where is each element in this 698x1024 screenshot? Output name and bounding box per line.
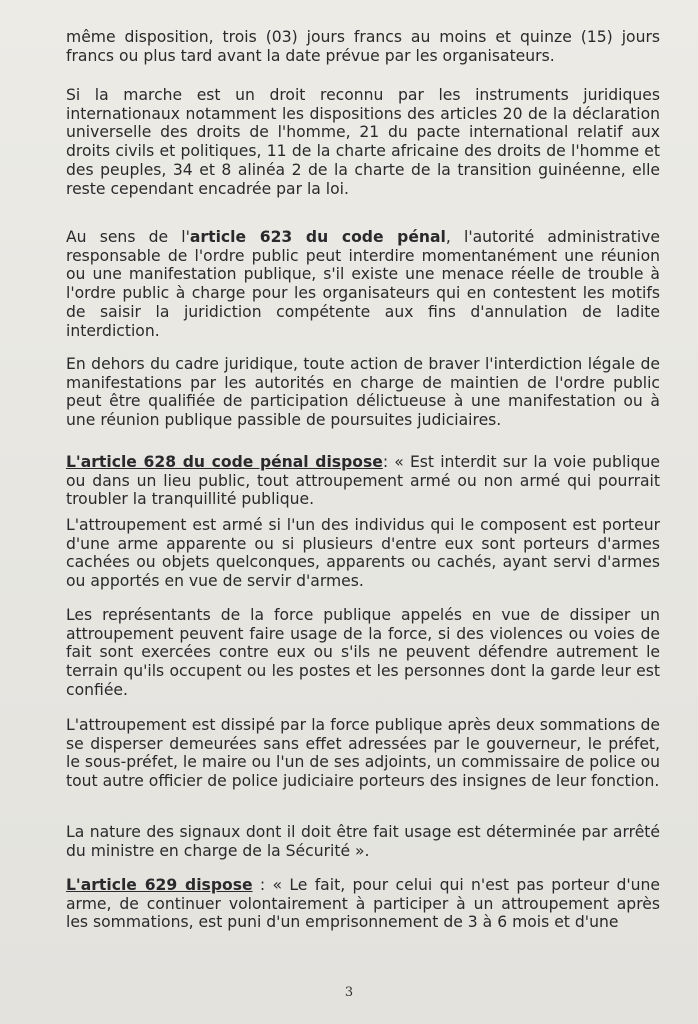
paragraph-5 xyxy=(66,453,660,509)
paragraph-3-body: , l'autorité administrative responsable de l'ordre public peut interdire momentanément une réunion ou une manifestation publique, s'il existe une menace réelle de trouble à l'ordre public à charge pour les organisateurs qui en contestent les motifs de saisir la juridiction compétente aux fins d'annulation de ladite interdiction. xyxy=(66,228,660,340)
article-629-heading: L'article 629 dispose xyxy=(66,876,253,894)
paragraph-10-body: : « Le fait, pour celui qui n'est pas porteur d'une arme, de continuer volontairement à participer à un attroupement après les sommations, est puni d'un emprisonnement de 3 à 6 mois et d'une xyxy=(66,876,660,932)
article-628-heading: L'article 628 du code pénal dispose xyxy=(66,453,383,471)
paragraph-3 xyxy=(66,228,660,340)
paragraph-7: Les représentants de la force publique appelés en vue de dissiper un attroupement peuvent faire usage de la force, si des violences ou voies de fait sont exercées contre eux ou s'ils ne peuvent défendre autrement le terrain qu'ils occupent ou les postes et les personnes dont la garde leur est confiée. xyxy=(66,606,660,699)
paragraph-1: même disposition, trois (03) jours francs au moins et quinze (15) jours francs ou plus tard avant la date prévue par les organisateurs. xyxy=(66,28,660,65)
paragraph-6: L'attroupement est armé si l'un des individus qui le composent est porteur d'une arme apparente ou si plusieurs d'entre eux sont porteurs d'armes cachées ou objets quelconques, apparents ou cachés, ayant servi d'armes ou apportés en vue de servir d'armes. xyxy=(66,516,660,591)
paragraph-10 xyxy=(66,876,660,932)
paragraph-2: Si la marche est un droit reconnu par les instruments juridiques internationaux notamment les dispositions des articles 20 de la déclaration universelle des droits de l'homme, 21 du pacte international relatif aux droits civils et politiques, 11 de la charte africaine des droits de l'homme et des peuples, 34 et 8 alinéa 2 de la charte de la transition guinéenne, elle reste cependant encadrée par la loi. xyxy=(66,86,660,198)
paragraph-9: La nature des signaux dont il doit être fait usage est déterminée par arrêté du ministre en charge de la Sécurité ». xyxy=(66,823,660,860)
paragraph-4: En dehors du cadre juridique, toute action de braver l'interdiction légale de manifestations par les autorités en charge de maintien de l'ordre public peut être qualifiée de participation délictueuse à une manifestation ou à une réunion publique passible de poursuites judiciaires. xyxy=(66,355,660,430)
article-623-reference: article 623 du code pénal xyxy=(189,228,446,246)
paragraph-8: L'attroupement est dissipé par la force publique après deux sommations de se disperser demeurées sans effet adressées par le gouverneur, le préfet, le sous-préfet, le maire ou l'un de ses adjoints, un commissaire de police ou tout autre officier de police judiciaire porteurs des insignes de leur fonction. xyxy=(66,716,660,791)
page-number: 3 xyxy=(344,985,354,1000)
paragraph-3-intro: Au sens de l' xyxy=(66,228,190,246)
paragraph-5-body: : « Est interdit sur la voie publique ou dans un lieu public, tout attroupement armé ou non armé qui pourrait troubler la tranquillité publique. xyxy=(66,453,660,509)
